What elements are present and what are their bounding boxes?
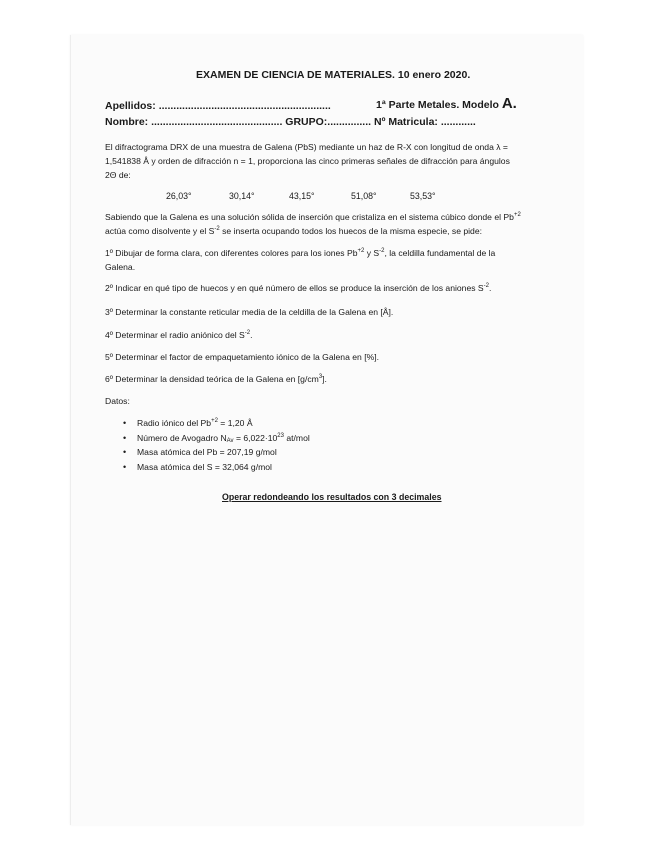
datos-text: Número de Avogadro N xyxy=(137,432,227,443)
question-6 xyxy=(105,372,560,386)
subscript: Av xyxy=(226,437,234,444)
question-text: . xyxy=(250,330,253,340)
question-text: ]. xyxy=(322,374,327,384)
context-text: se inserta ocupando todos los huecos de la misma especie, se pide: xyxy=(219,226,482,236)
context-text: actúa como disolvente y el S xyxy=(105,226,215,236)
superscript: +2 xyxy=(357,248,365,254)
angle-value: 51,08° xyxy=(351,191,377,201)
superscript: +2 xyxy=(211,418,218,424)
question-2 xyxy=(105,281,560,295)
grupo-label: GRUPO: xyxy=(285,116,328,128)
question-text: . xyxy=(489,283,492,293)
angle-value: 53,53° xyxy=(410,191,436,201)
apellidos-label: Apellidos: xyxy=(105,100,156,112)
superscript: -2 xyxy=(244,330,251,336)
question-text: 2º Indicar en qué tipo de huecos y en qué número de ellos se produce la inserción de los aniones S xyxy=(105,283,484,293)
grupo-dots: ............... xyxy=(327,116,372,128)
angle-value: 30,14° xyxy=(229,191,255,201)
question-4 xyxy=(105,328,560,342)
nombre-field xyxy=(105,116,476,128)
question-text: 1º Dibujar de forma clara, con diferentes colores para los iones Pb xyxy=(105,248,358,258)
list-item xyxy=(123,431,310,446)
context-text: Sabiendo que la Galena es una solución sólida de inserción que cristaliza en el sistema cúbico donde el Pb xyxy=(105,212,514,222)
superscript: 23 xyxy=(277,432,284,439)
question-1 xyxy=(105,246,560,274)
rounding-instruction: Operar redondeando los resultados con 3 decimales xyxy=(222,492,442,502)
nombre-dots: ............................................. xyxy=(151,116,283,128)
question-text: Galena. xyxy=(105,262,136,272)
list-item xyxy=(123,416,310,431)
datos-text: = 6,022·10 xyxy=(233,432,278,443)
superscript: -2 xyxy=(379,248,385,254)
modelo-letter: A. xyxy=(501,95,517,112)
nombre-label: Nombre: xyxy=(105,116,149,128)
apellidos-field xyxy=(105,100,331,112)
intro-line-1: El difractograma DRX de una muestra de Galena (PbS) mediante un haz de R-X con longitud de onda λ = xyxy=(105,142,508,152)
matricula-label: Nº Matricula: xyxy=(373,116,438,128)
question-5: 5º Determinar el factor de empaquetamiento iónico de la Galena en [%]. xyxy=(105,352,379,362)
context-paragraph xyxy=(105,210,560,238)
datos-list xyxy=(123,416,310,474)
question-text: 6º Determinar la densidad teórica de la Galena en [g/cm xyxy=(105,374,319,384)
superscript: +2 xyxy=(513,212,521,218)
list-item: • Masa atómica del Pb = 207,19 g/mol xyxy=(123,445,310,460)
modelo-header xyxy=(376,95,517,112)
datos-text: at/mol xyxy=(283,432,310,443)
angle-value: 43,15° xyxy=(289,191,315,201)
superscript: -2 xyxy=(483,283,489,289)
angle-value: 26,03° xyxy=(166,191,192,201)
datos-text: = 1,20 Å xyxy=(217,418,253,428)
apellidos-dots: ........................................................... xyxy=(158,100,331,112)
superscript: -2 xyxy=(214,226,220,232)
list-item: • Masa atómica del S = 32,064 g/mol xyxy=(123,460,310,475)
question-text: 4º Determinar el radio aniónico del S xyxy=(105,330,245,340)
question-text: y S xyxy=(364,248,380,258)
datos-text: Radio iónico del Pb xyxy=(137,418,212,428)
intro-paragraph xyxy=(105,140,560,182)
intro-line-2: 1,541838 Å y orden de difracción n = 1, proporciona las cinco primeras señales de difracción para ángulos xyxy=(105,156,510,166)
question-3: 3º Determinar la constante reticular media de la celdilla de la Galena en [Å]. xyxy=(105,307,394,317)
question-text: , la celdilla fundamental de la xyxy=(384,248,496,258)
intro-line-3: 2Θ de: xyxy=(105,170,131,180)
superscript: 3 xyxy=(318,374,323,380)
matricula-dots: ............ xyxy=(440,116,476,128)
datos-label: Datos: xyxy=(105,396,130,406)
parte-label: 1ª Parte Metales. Modelo xyxy=(376,99,502,111)
exam-title: EXAMEN DE CIENCIA DE MATERIALES. 10 enero 2020. xyxy=(196,69,471,81)
